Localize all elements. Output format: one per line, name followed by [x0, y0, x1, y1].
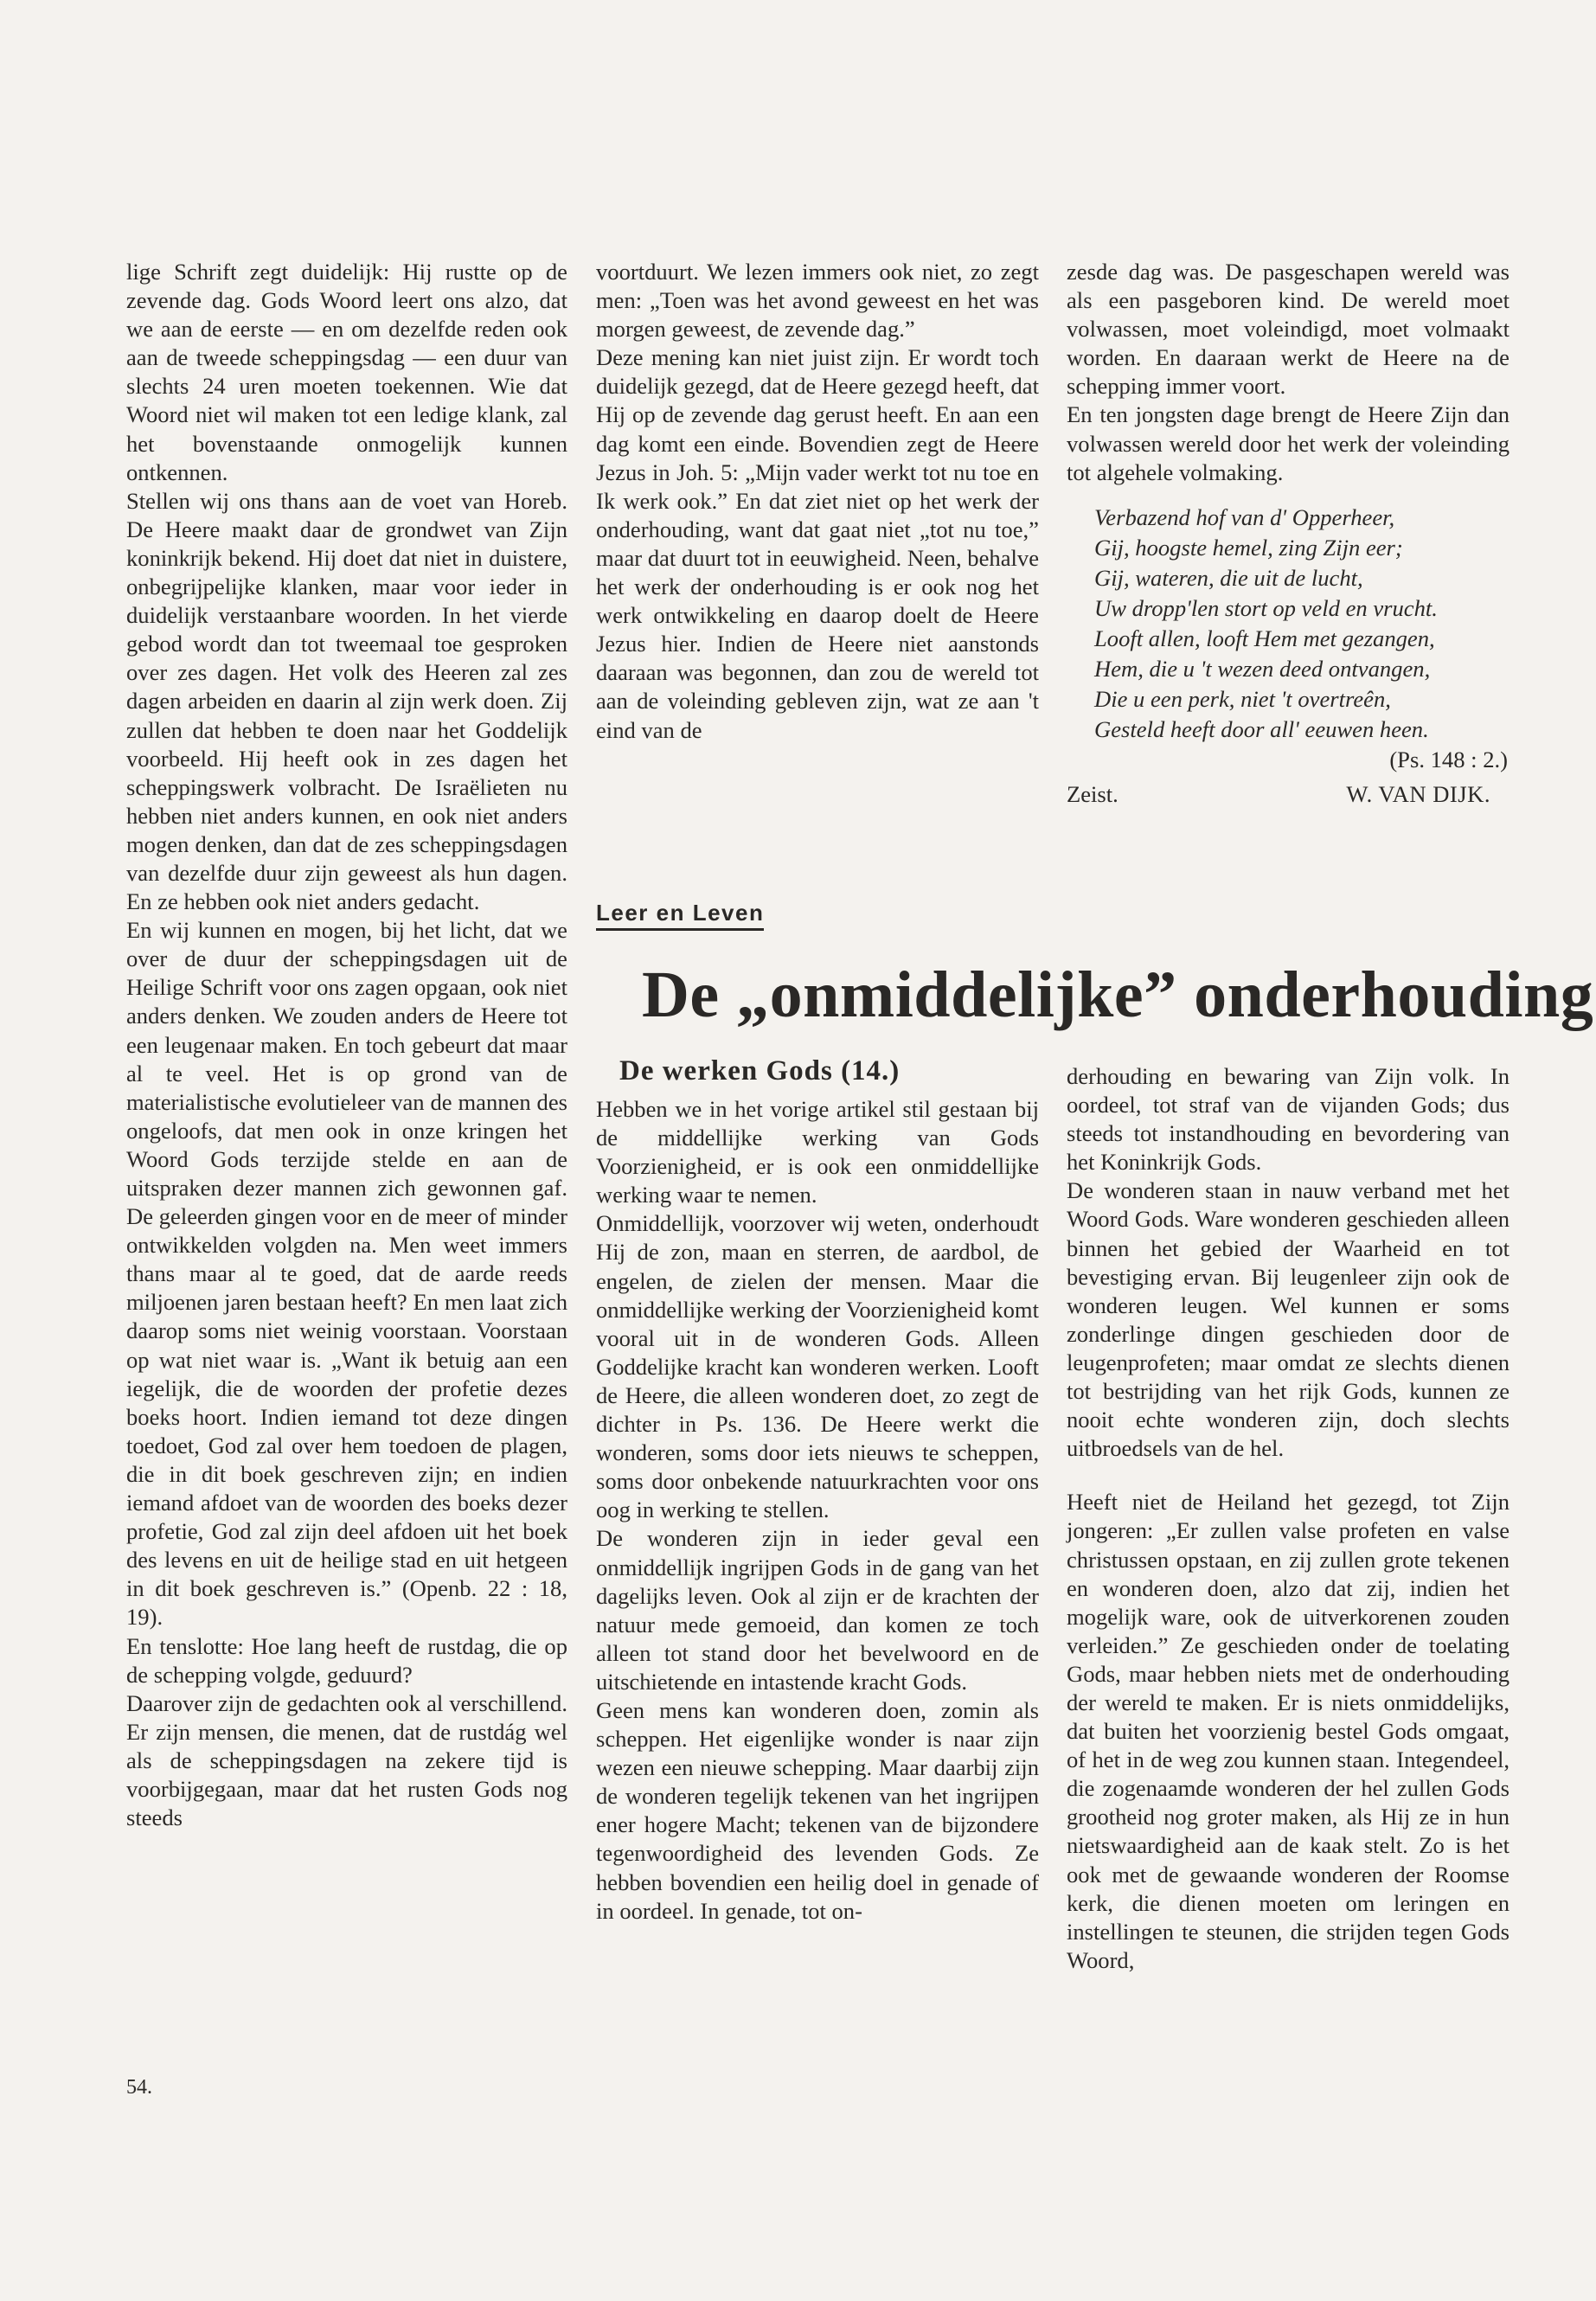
poem-line: Gij, hoogste hemel, zing Zijn eer;	[1094, 534, 1403, 561]
paragraph: En tenslotte: Hoe lang heeft de rustdag, die op de schepping volgde, geduurd?	[126, 1632, 567, 1688]
page-number: 54.	[126, 2076, 152, 2099]
column-4	[596, 1095, 1039, 1926]
paragraph: Daarover zijn de gedachten ook al verschillend. Er zijn mensen, die menen, dat de rustdág wel als de scheppingsdagen na zekere tijd is voorbijgegaan, maar dat het rusten Gods nog steeds	[126, 1689, 567, 1831]
poem-line: Gesteld heeft door all' eeuwen heen.	[1094, 715, 1429, 742]
paragraph: voortduurt. We lezen immers ook niet, zo zegt men: „Toen was het avond geweest en het was morgen geweest, de zevende dag.”	[596, 259, 1039, 343]
paragraph: De wonderen staan in nauw verband met het Woord Gods. Ware wonderen geschieden alleen binnen het gebied der Waarheid en tot bevestiging ervan. Bij leugenleer zijn ook de wonderen leugen. Wel kunnen er soms zonderlinge dingen geschieden door de leugenprofeten; maar omdat ze slechts dienen tot bestrijding van het rijk Gods, kunnen ze nooit echte wonderen zijn, doch slechts uitbroedsels van de hel.	[1067, 1177, 1509, 1462]
paragraph: Hebben we in het vorige artikel stil gestaan bij de middellijke werking van Gods Voorzienigheid, er is ook een onmiddellijke werking waar te nemen.	[596, 1096, 1039, 1208]
poem-line: Verbazend hof van d' Opperheer,	[1094, 503, 1395, 530]
poem-line: Die u een perk, niet 't overtreên,	[1094, 685, 1391, 712]
article-subheading: De werken Gods (14.)	[619, 1055, 901, 1086]
signature-row	[1067, 780, 1509, 809]
paragraph: Heeft niet de Heiland het gezegd, tot Zijn jongeren: „Er zullen valse profeten en valse christussen opstaan, en zij zullen grote tekenen en wonderen doen, alzo dat zij, indien het mogelijk ware, ook de uitverkorenen zouden verleiden.” Ze geschieden onder de toelating Gods, maar hebben niets met de onderhouding der wereld te maken. Er is niets onmiddelijks, dat buiten het voorzienig bestel Gods omgaat, of het in de weg zou kunnen staan. Integendeel, die zogenaamde wonderen der hel zullen Gods grootheid nog groter maken, als Hij ze in hun nietswaardigheid aan de kaak stelt. Zo is het ook met de gewaande wonderen der Roomse kerk, die dienen moeten om leringen en instellingen te steunen, die strijden tegen Gods Woord,	[1067, 1489, 1509, 1973]
poem-line: Hem, die u 't wezen deed ontvangen,	[1094, 655, 1431, 682]
article-headline: De „onmiddelijke” onderhouding	[642, 958, 1594, 1031]
section-rubric: Leer en Leven	[596, 900, 764, 931]
paragraph: Stellen wij ons thans aan de voet van Horeb. De Heere maakt daar de grondwet van Zijn koninkrijk bekend. Hij doet dat niet in duistere, onbegrijpelijke klanken, maar voor ieder in duidelijk verstaanbare woorden. In het vierde gebod wordt dan tot tweemaal toe gesproken over zes dagen. Het volk des Heeren zal zes dagen arbeiden en daarin al zijn werk doen. Zij zullen dat hebben te doen naar het Goddelijk voorbeeld. Hij heeft ook in zes dagen het scheppingswerk volbracht. De Israëlieten nu hebben niet anders kunnen, en ook niet anders mogen denken, dan dat de zes scheppingsdagen van dezelfde duur zijn geweest als hun dagen. En ze hebben ook niet anders gedacht.	[126, 487, 567, 915]
author-signature: W. VAN DIJK.	[1346, 780, 1490, 807]
column-2	[596, 258, 1039, 745]
paragraph: En ten jongsten dage brengt de Heere Zijn dan volwassen wereld door het werk der voleinding tot algehele volmaking.	[1067, 401, 1509, 485]
paragraph: Deze mening kan niet juist zijn. Er wordt toch duidelijk gezegd, dat de Heere gezegd heeft, dat Hij op de zevende dag gerust heeft. En aan een dag komt een einde. Bovendien zegt de Heere Jezus in Joh. 5: „Mijn vader werkt tot nu toe en Ik werk ook.” En dat ziet niet op het werk der onderhouding, want dat gaat niet „tot nu toe,” maar dat duurt tot in eeuwigheid. Neen, behalve het werk der onderhouding is er ook nog het werk ontwikkeling en daarop doelt de Heere Jezus hier. Indien de Heere niet aanstonds daaraan was begonnen, dan zou de wereld tot aan de voleinding gebleven zijn, wat ze aan 't eind van de	[596, 344, 1039, 743]
column-3	[1067, 258, 1509, 809]
paragraph: derhouding en bewaring van Zijn volk. In oordeel, tot straf van de vijanden Gods; dus steeds tot instandhouding en bevordering van het Koninkrijk Gods.	[1067, 1063, 1509, 1176]
paragraph: zesde dag was. De pasgeschapen wereld was als een pasgeboren kind. De wereld moet volwassen, moet voleindigd, moet volmaakt worden. En daaraan werkt de Heere na de schepping immer voort.	[1067, 259, 1509, 400]
poem-line: Uw dropp'len stort op veld en vrucht.	[1094, 594, 1438, 621]
psalm-quote	[1067, 503, 1509, 775]
paragraph: Geen mens kan wonderen doen, zomin als scheppen. Het eigenlijke wonder is naar zijn wezen een nieuwe schepping. Maar daarbij zijn de wonderen tegelijk tekenen van het ingrijpen ener hogere Macht; tekenen van de bijzondere tegenwoordigheid des levenden Gods. Ze hebben bovendien een heilig doel in genade of in oordeel. In genade, tot on-	[596, 1696, 1039, 1924]
paragraph-gap	[1067, 1463, 1509, 1488]
paragraph: Onmiddellijk, voorzover wij weten, onderhoudt Hij de zon, maan en sterren, de aardbol, de engelen, de zielen der mensen. Maar die onmiddellijke werking der Voorzienigheid komt vooral uit in de wonderen Gods. Alleen Goddelijke kracht kan wonderen werken. Looft de Heere, die alleen wonderen doet, zo zegt de dichter in Ps. 136. De Heere werkt die wonderen, soms door iets nieuws te scheppen, soms door onbekende natuurkrachten voor ons oog in werking te stellen.	[596, 1210, 1039, 1523]
paragraph: En wij kunnen en mogen, bij het licht, dat we over de duur der scheppingsdagen uit de Heilige Schrift voor ons zagen opgaan, ook niet anders denken. We zouden anders de Heere tot een leugenaar maken. En toch gebeurt dat maar al te veel. Het is op grond van de materialistische evolutieleer van de mannen des ongeloofs, dat men ook in onze kringen het Woord Gods terzijde stelde en aan de uitspraken dezer mannen zich gewonnen gaf. De geleerden gingen voor en de meer of minder ontwikkelden volgden na. Men weet immers thans maar al te goed, dat de aarde reeds miljoenen jaren bestaan heeft? En men laat zich daarop soms niet weinig voorstaan. Voorstaan op wat niet waar is. „Want ik betuig aan een iegelijk, die de woorden der profetie dezes boeks hoort. Indien iemand tot deze dingen toedoet, God zal over hem toedoen de plagen, die in dit boek geschreven zijn; en indien iemand afdoet van de woorden des boeks dezer profetie, God zal zijn deel afdoen uit het boek des levens en uit de heilige stad en uit hetgeen in dit boek geschreven is.” (Openb. 22 : 18, 19).	[126, 917, 567, 1631]
place: Zeist.	[1067, 780, 1118, 807]
column-1	[126, 258, 567, 1832]
poem-line: Gij, wateren, die uit de lucht,	[1094, 564, 1363, 591]
paragraph: De wonderen zijn in ieder geval een onmiddellijk ingrijpen Gods in de gang van het dagelijks leven. Ook al zijn er de krachten der natuur mede gemoeid, dan komen ze toch alleen tot stand door het bevelwoord en de uitschietende en intastende kracht Gods.	[596, 1525, 1039, 1695]
poem-line: Looft allen, looft Hem met gezangen,	[1094, 625, 1435, 651]
paragraph: lige Schrift zegt duidelijk: Hij rustte op de zevende dag. Gods Woord leert ons alzo, dat we aan de eerste — en om dezelfde reden ook aan de tweede scheppingsdag — een duur van slechts 24 uren moeten toekennen. Wie dat Woord niet wil maken tot een ledige klank, zal het bovenstaande onmogelijk kunnen ontkennen.	[126, 259, 567, 485]
column-5	[1067, 1062, 1509, 1975]
poem-source: (Ps. 148 : 2.)	[1389, 746, 1508, 772]
